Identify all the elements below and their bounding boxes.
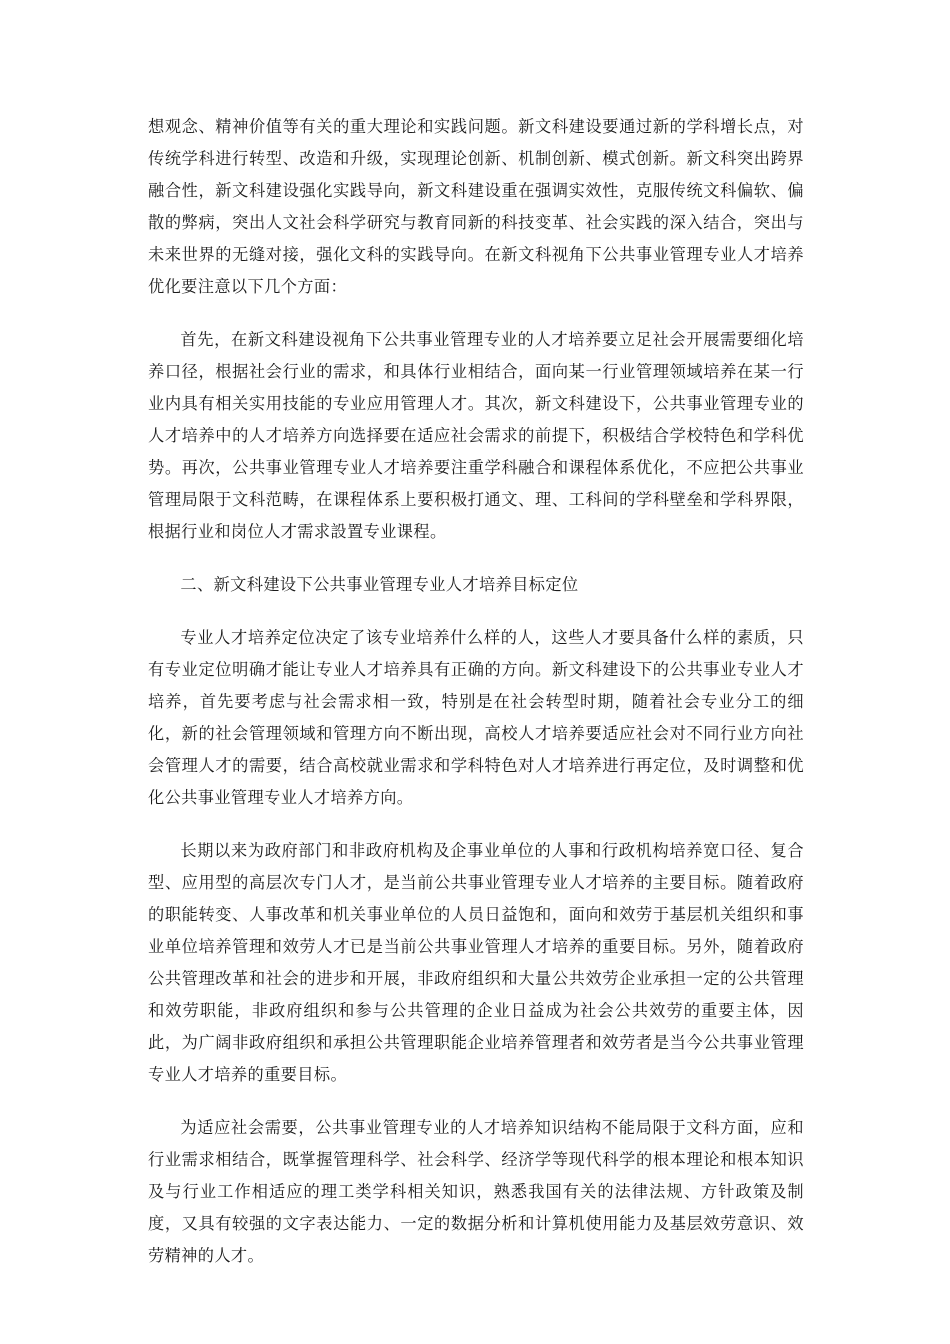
paragraph: 专业人才培养定位决定了该专业培养什么样的人，这些人才要具备什么样的素质，只有专业定位明确才能让专业人才培养具有正确的方向。新文科建设下的公共事业专业人才培养，首先要考虑与社会需求相一致，特别是在社会转型时期，随着社会专业分工的细化，新的社会管理领域和管理方向不断出现，高校人才培养要适应社会对不同行业方向社会管理人才的需要，结合高校就业需求和学科特色对人才培养进行再定位，及时调整和优化公共事业管理专业人才培养方向。: [148, 628, 804, 807]
paragraph: 想观念、精神价值等有关的重大理论和实践问题。新文科建设要通过新的学科增长点，对传统学科进行转型、改造和升级，实现理论创新、机制创新、模式创新。新文科突出跨界融合性，新文科建设强化实践导向，新文科建设重在强调实效性，克服传统文科偏软、偏散的弊病，突出人文社会科学研究与教育同新的科技变革、社会实践的深入结合，突出与未来世界的无缝对接，强化文科的实践导向。在新文科视角下公共事业管理专业人才培养优化要注意以下几个方面：: [148, 117, 804, 296]
paragraph: 长期以来为政府部门和非政府机构及企事业单位的人事和行政机构培养宽口径、复合型、应用型的高层次专门人才，是当前公共事业管理专业人才培养的主要目标。随着政府的职能转变、人事改革和机关事业单位的人员日益饱和，面向和效劳于基层机关组织和事业单位培养管理和效劳人才已是当前公共事业管理人才培养的重要目标。另外，随着政府公共管理改革和社会的进步和开展，非政府组织和大量公共效劳企业承担一定的公共管理和效劳职能，非政府组织和参与公共管理的企业日益成为社会公共效劳的重要主体，因此，为广阔非政府组织和承担公共管理职能企业培养管理者和效劳者是当今公共事业管理专业人才培养的重要目标。: [148, 841, 804, 1084]
document-body: [148, 111, 804, 1293]
paragraph: 首先，在新文科建设视角下公共事业管理专业的人才培养要立足社会开展需要细化培养口径，根据社会行业的需求，和具体行业相结合，面向某一行业管理领域培养在某一行业内具有相关实用技能的专业应用管理人才。其次，新文科建设下，公共事业管理专业的人才培养中的人才培养方向选择要在适应社会需求的前提下，积极结合学校特色和学科优势。再次，公共事业管理专业人才培养要注重学科融合和课程体系优化，不应把公共事业管理局限于文科范畴，在课程体系上要积极打通文、理、工科间的学科壁垒和学科界限，根据行业和岗位人才需求設置专业课程。: [148, 330, 804, 541]
paragraph: 为适应社会需要，公共事业管理专业的人才培养知识结构不能局限于文科方面，应和行业需求相结合，既掌握管理科学、社会科学、经济学等现代科学的根本理论和根本知识及与行业工作相适应的理工类学科相关知识，熟悉我国有关的法律法规、方针政策及制度，又具有较强的文字表达能力、一定的数据分析和计算机使用能力及基层效劳意识、效劳精神的人才。: [148, 1118, 804, 1265]
section-heading: 二、新文科建设下公共事业管理专业人才培养目标定位: [180, 575, 579, 594]
